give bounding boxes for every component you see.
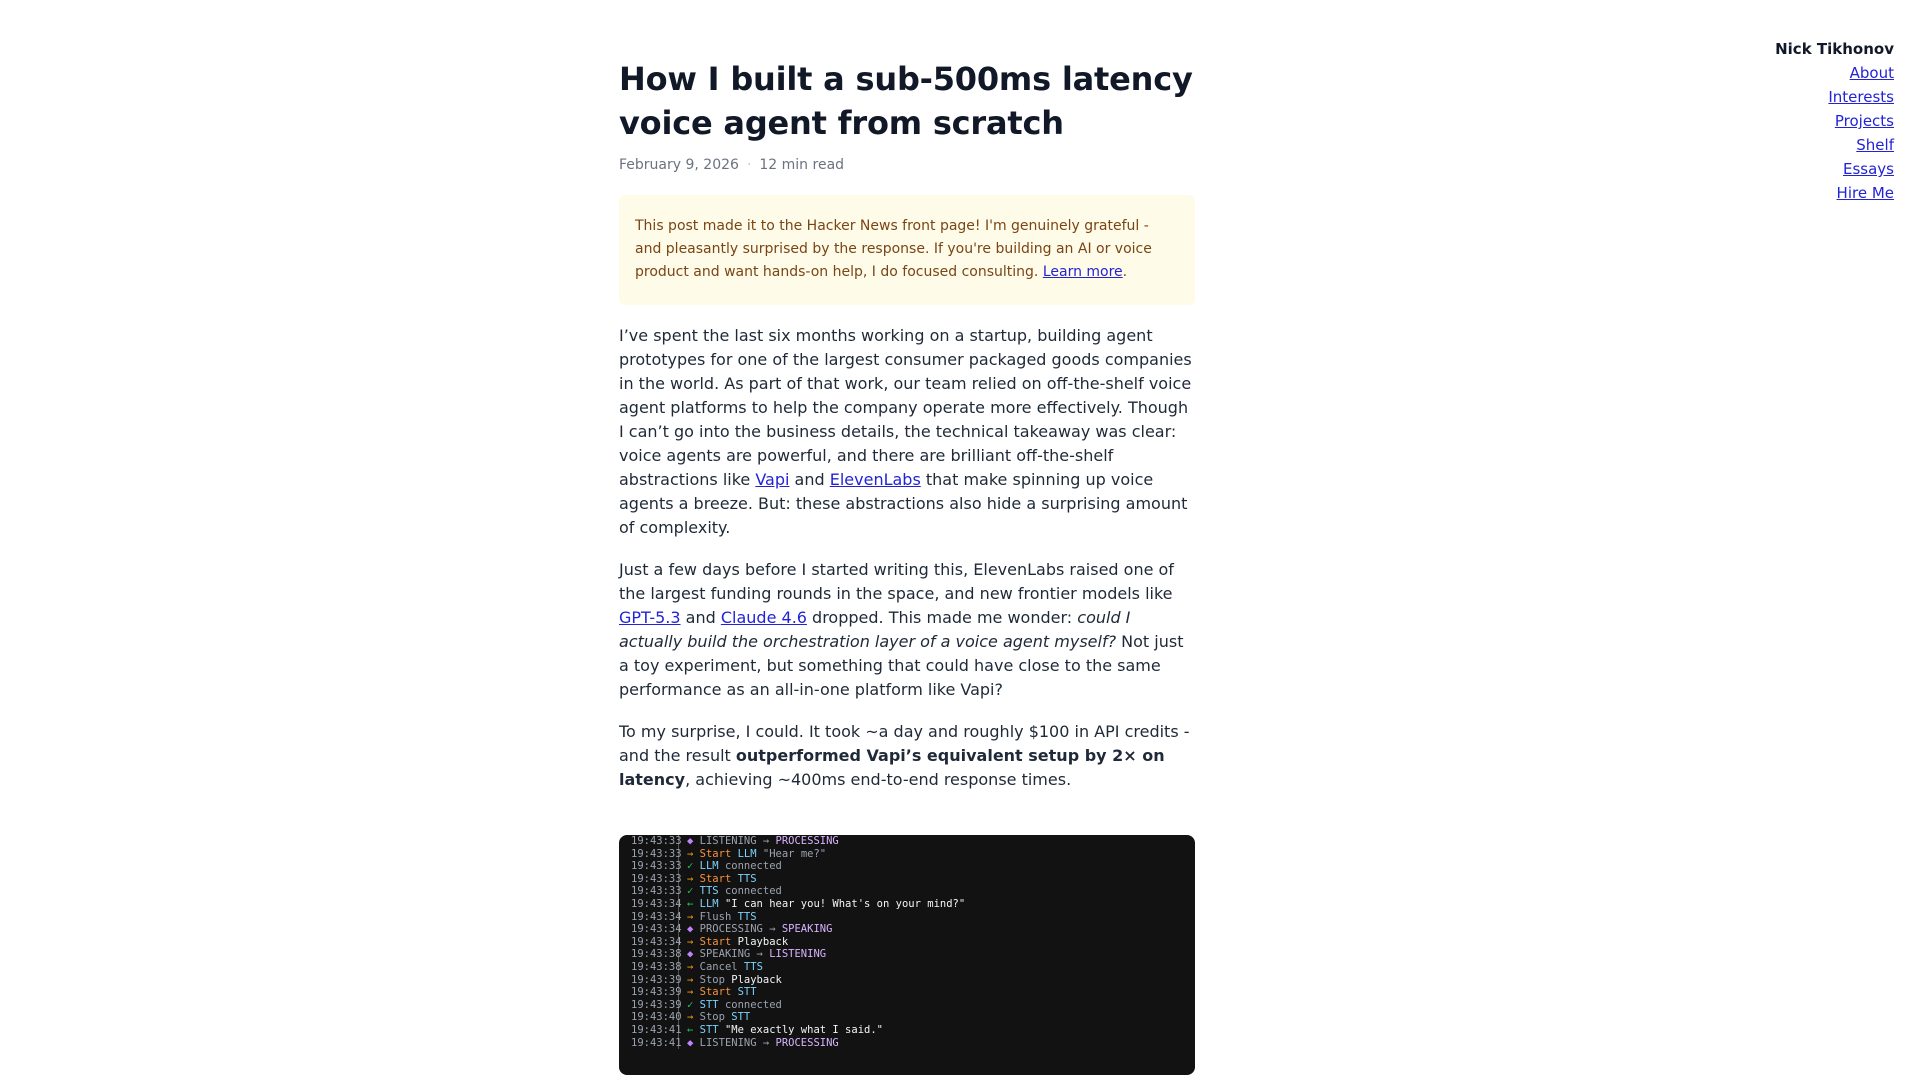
terminal-token: PROCESSING <box>775 835 839 847</box>
terminal-token: SPEAKING → <box>699 948 770 961</box>
p2-text-d: Not just a toy experiment, but something that could have close to the same performance as an all-in-one platform like Vapi? <box>619 632 1184 699</box>
terminal-message <box>679 873 757 886</box>
terminal-symbol-icon: ← <box>687 897 700 910</box>
page-title: How I built a sub-500ms latency voice agent from scratch <box>619 60 1193 142</box>
terminal-token: Flush <box>699 910 738 923</box>
terminal-log-screenshot <box>619 835 1195 1075</box>
terminal-token: Stop <box>699 1011 732 1024</box>
terminal-timestamp: 19:43:34 <box>619 911 679 924</box>
terminal-token: Start <box>699 847 738 860</box>
nav-link-interests[interactable]: Interests <box>1828 88 1894 106</box>
post-date: February 9, 2026 <box>619 157 739 173</box>
terminal-token: LISTENING → <box>699 835 776 847</box>
terminal-timestamp: 19:43:33 <box>619 848 679 861</box>
terminal-message <box>679 835 839 848</box>
paragraph-3 <box>619 720 1195 792</box>
p2-text-c: dropped. This made me wonder: <box>806 608 1078 627</box>
terminal-message <box>679 923 832 936</box>
p1-text-b: and <box>789 470 830 489</box>
terminal-message <box>679 1037 839 1050</box>
hn-callout <box>619 195 1195 305</box>
terminal-timestamp: 19:43:39 <box>619 974 679 987</box>
terminal-token: LLM <box>737 847 763 860</box>
terminal-token: STT <box>699 1023 725 1036</box>
terminal-symbol-icon: → <box>687 960 700 973</box>
terminal-row <box>619 961 1195 974</box>
p3-text-a: To my surprise, I could. It took ~a day and roughly $100 in API credits - and the result <box>619 722 1190 765</box>
terminal-message <box>679 999 782 1012</box>
terminal-message <box>679 936 788 949</box>
terminal-token: Stop <box>699 973 732 986</box>
terminal-row <box>619 848 1195 861</box>
author-name: Nick Tikhonov <box>1775 40 1894 58</box>
terminal-row <box>619 1024 1195 1037</box>
terminal-token: TTS <box>737 910 757 923</box>
terminal-token: "Hear me?" <box>762 847 827 860</box>
terminal-timestamp: 19:43:34 <box>619 936 679 949</box>
terminal-token: Start <box>699 986 738 999</box>
terminal-timestamp: 19:43:34 <box>619 923 679 936</box>
terminal-symbol-icon: ← <box>687 1023 700 1036</box>
terminal-row <box>619 835 1195 848</box>
terminal-token: LISTENING <box>769 948 827 961</box>
terminal-token: "I can hear you! What's on your mind?" <box>724 897 966 910</box>
terminal-message <box>679 974 782 987</box>
callout-text: This post made it to the Hacker News front page! I'm genuinely grateful - and pleasantly surprised by the response. If you're building an AI or voice product and want hands-on help, I do focused consulting. <box>635 218 1152 280</box>
terminal-symbol-icon: → <box>687 847 700 860</box>
terminal-symbol-icon: → <box>687 973 700 986</box>
claude-link[interactable]: Claude 4.6 <box>720 608 807 627</box>
post-meta <box>619 157 1195 173</box>
terminal-token: TTS <box>699 885 725 898</box>
terminal-message <box>679 885 782 898</box>
site-nav <box>1775 37 1894 205</box>
terminal-token: LLM <box>699 860 725 873</box>
terminal-timestamp: 19:43:39 <box>619 999 679 1012</box>
terminal-token: connected <box>724 998 782 1011</box>
terminal-row <box>619 948 1195 961</box>
terminal-token: PROCESSING → <box>699 923 782 936</box>
terminal-timestamp: 19:43:39 <box>619 986 679 999</box>
terminal-symbol-icon: ✓ <box>687 860 700 873</box>
terminal-token: Cancel <box>699 960 744 973</box>
terminal-timestamp: 19:43:40 <box>619 1011 679 1024</box>
terminal-symbol-icon: ◆ <box>687 948 700 961</box>
terminal-token: PROCESSING <box>775 1036 839 1049</box>
paragraph-2 <box>619 558 1195 702</box>
terminal-token: connected <box>724 885 782 898</box>
terminal-token: "Me exactly what I said." <box>724 1023 883 1036</box>
nav-link-shelf[interactable]: Shelf <box>1856 136 1894 154</box>
terminal-symbol-icon: ◆ <box>687 835 700 847</box>
terminal-row <box>619 1037 1195 1050</box>
terminal-symbol-icon: → <box>687 935 700 948</box>
nav-link-essays[interactable]: Essays <box>1843 160 1894 178</box>
terminal-timestamp: 19:43:33 <box>619 860 679 873</box>
p2-text-a: Just a few days before I started writing this, ElevenLabs raised one of the largest funding rounds in the space, and new frontier models like <box>619 560 1174 603</box>
gpt-link[interactable]: GPT-5.3 <box>619 608 681 627</box>
terminal-message <box>679 898 965 911</box>
terminal-symbol-icon: ◆ <box>687 923 700 936</box>
terminal-message <box>679 848 826 861</box>
terminal-row <box>619 936 1195 949</box>
paragraph-1 <box>619 324 1195 540</box>
terminal-message <box>679 961 763 974</box>
terminal-timestamp: 19:43:34 <box>619 898 679 911</box>
terminal-token: LISTENING → <box>699 1036 776 1049</box>
terminal-message <box>679 1011 750 1024</box>
terminal-symbol-icon: ◆ <box>687 1036 700 1049</box>
terminal-token: connected <box>724 860 782 873</box>
p3-text-b: , achieving ~400ms end-to-end response times. <box>685 770 1072 789</box>
terminal-row <box>619 1011 1195 1024</box>
p1-text-a: I’ve spent the last six months working on a startup, building agent prototypes for one of the largest consumer packaged goods companies in the world. As part of that work, our team relied on off-the-shelf voice agent platforms to help the company operate more effectively. Though I can’t go into the business details, the technical takeaway was clear: voice agents are powerful, and there are brilliant off-the-shelf abstractions like <box>619 326 1192 489</box>
elevenlabs-link[interactable]: ElevenLabs <box>829 470 921 489</box>
terminal-token: Start <box>699 872 738 885</box>
terminal-row <box>619 911 1195 924</box>
terminal-token: TTS <box>737 872 757 885</box>
terminal-row <box>619 885 1195 898</box>
terminal-symbol-icon: → <box>687 872 700 885</box>
terminal-token: LLM <box>699 897 725 910</box>
terminal-symbol-icon: → <box>687 910 700 923</box>
terminal-token: TTS <box>743 960 763 973</box>
terminal-symbol-icon: → <box>687 986 700 999</box>
terminal-timestamp: 19:43:33 <box>619 885 679 898</box>
nav-link-projects[interactable]: Projects <box>1834 112 1894 130</box>
terminal-symbol-icon: → <box>687 1011 700 1024</box>
terminal-row <box>619 974 1195 987</box>
terminal-timestamp: 19:43:41 <box>619 1024 679 1037</box>
terminal-row <box>619 898 1195 911</box>
terminal-token: STT <box>731 1011 751 1024</box>
terminal-symbol-icon: ✓ <box>687 885 700 898</box>
terminal-message <box>679 948 826 961</box>
terminal-message <box>679 986 757 999</box>
p2-emphasis: could I actually build the orchestration layer of a voice agent myself? <box>619 608 1131 651</box>
read-time: 12 min read <box>759 157 845 173</box>
terminal-row <box>619 873 1195 886</box>
terminal-token: Playback <box>731 973 782 986</box>
terminal-timestamp: 19:43:38 <box>619 961 679 974</box>
nav-link-hire-me[interactable]: Hire Me <box>1836 184 1894 202</box>
p3-strong: outperformed Vapi’s equivalent setup by 2× on latency <box>619 746 1165 789</box>
terminal-row <box>619 923 1195 936</box>
terminal-token: Playback <box>737 935 789 948</box>
terminal-timestamp: 19:43:38 <box>619 948 679 961</box>
learn-more-link[interactable]: Learn more <box>1042 264 1123 280</box>
terminal-token: STT <box>699 998 725 1011</box>
p2-text-b: and <box>680 608 721 627</box>
terminal-message <box>679 1024 883 1037</box>
p1-text-c: that make spinning up voice agents a breeze. But: these abstractions also hide a surprising amount of complexity. <box>619 470 1188 537</box>
callout-end: . <box>1122 264 1128 280</box>
nav-link-about[interactable]: About <box>1849 64 1894 82</box>
article <box>619 57 1195 1075</box>
terminal-row <box>619 999 1195 1012</box>
terminal-timestamp: 19:43:33 <box>619 835 679 848</box>
terminal-row <box>619 986 1195 999</box>
terminal-symbol-icon: ✓ <box>687 998 700 1011</box>
terminal-timestamp: 19:43:41 <box>619 1037 679 1050</box>
terminal-timestamp: 19:43:33 <box>619 873 679 886</box>
terminal-message <box>679 860 782 873</box>
terminal-token: STT <box>737 986 757 999</box>
terminal-token: Start <box>699 935 738 948</box>
terminal-row <box>619 860 1195 873</box>
terminal-token: SPEAKING <box>781 923 833 936</box>
vapi-link[interactable]: Vapi <box>755 470 790 489</box>
terminal-message <box>679 911 757 924</box>
article-body <box>619 324 1195 792</box>
meta-separator: · <box>746 157 752 173</box>
